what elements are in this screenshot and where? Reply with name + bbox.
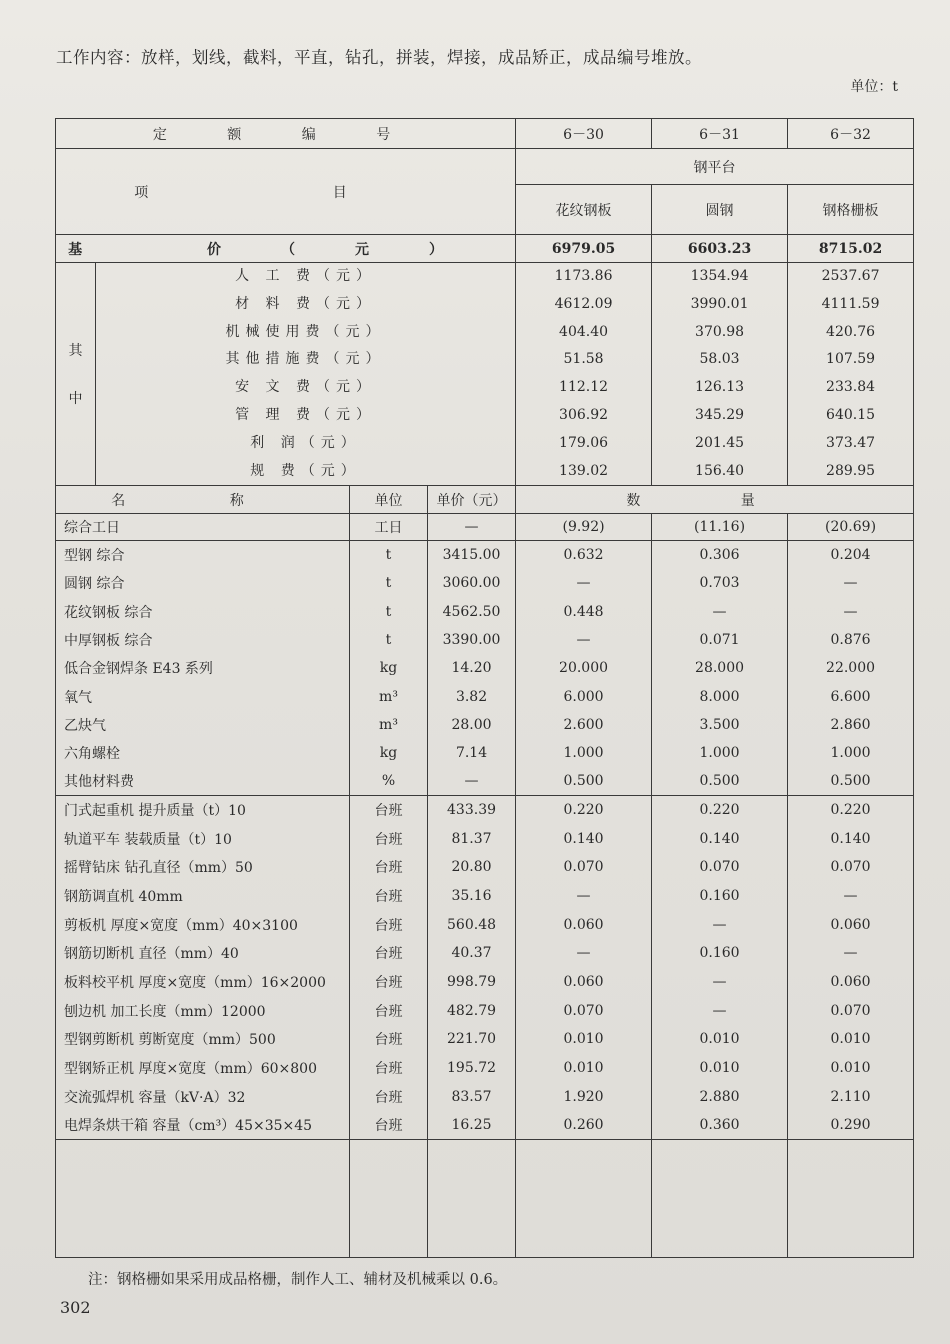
resource-qty-3: 0.876	[788, 626, 914, 654]
machine-row	[56, 1082, 914, 1111]
resource-unit: kg	[350, 654, 428, 682]
resource-qty-3: 0.070	[788, 996, 914, 1025]
resource-unit: 台班	[350, 853, 428, 882]
code-6-32: 6－32	[788, 119, 914, 149]
resource-qty-3: 0.060	[788, 968, 914, 997]
resource-name: 其他材料费	[56, 767, 350, 795]
resource-unit: 台班	[350, 939, 428, 968]
resource-qty-1: 0.010	[516, 1054, 652, 1083]
resource-name: 剪板机 厚度×宽度（mm）40×3100	[56, 910, 350, 939]
resource-qty-1: 6.000	[516, 682, 652, 710]
col-unit-header: 单位	[350, 486, 428, 514]
resource-unit: 台班	[350, 968, 428, 997]
work-content: 工作内容：放样，划线，截料，平直，钻孔，拼装，焊接，成品矫正，成品编号堆放。	[56, 48, 702, 67]
resource-qty-3: 0.204	[788, 541, 914, 569]
col-name-header: 名 称	[56, 486, 350, 514]
code-6-31: 6－31	[652, 119, 788, 149]
labor-qty-2: (11.16)	[652, 514, 788, 541]
labor-qty-1: (9.92)	[516, 514, 652, 541]
resource-qty-2: 0.010	[652, 1054, 788, 1083]
resource-unit-price: 195.72	[428, 1054, 516, 1083]
machines-section	[56, 796, 914, 1140]
unit-label: 单位：t	[850, 79, 898, 95]
resource-name: 氧气	[56, 682, 350, 710]
resource-qty-3: 0.220	[788, 796, 914, 825]
resource-name: 低合金钢焊条 E43 系列	[56, 654, 350, 682]
resource-unit-price: 3415.00	[428, 541, 516, 569]
cost-label: 管 理 费（元）	[235, 406, 376, 423]
material-row	[56, 569, 914, 597]
resource-qty-1: —	[516, 882, 652, 911]
resource-qty-2: 0.500	[652, 767, 788, 795]
resource-qty-2: 1.000	[652, 739, 788, 767]
resource-qty-1: 2.600	[516, 711, 652, 739]
cost-label: 利 润（元）	[250, 434, 361, 451]
resource-unit: t	[350, 541, 428, 569]
resource-qty-3: 0.070	[788, 853, 914, 882]
labor-unit: 工日	[350, 514, 428, 541]
resource-qty-2: 0.140	[652, 824, 788, 853]
resource-unit: 台班	[350, 1111, 428, 1140]
resource-qty-2: —	[652, 910, 788, 939]
resource-name: 花纹钢板 综合	[56, 597, 350, 625]
resource-unit-price: 40.37	[428, 939, 516, 968]
resource-unit: 台班	[350, 1054, 428, 1083]
resource-unit: 台班	[350, 996, 428, 1025]
resource-qty-1: 0.060	[516, 910, 652, 939]
resource-qty-1: 0.140	[516, 824, 652, 853]
cost-label: 安 文 费（元）	[235, 379, 376, 396]
resource-qty-2: —	[652, 968, 788, 997]
resource-qty-2: 0.071	[652, 626, 788, 654]
quota-label: 定 额 编 号	[56, 119, 516, 149]
resource-unit: kg	[350, 739, 428, 767]
resource-unit: %	[350, 767, 428, 795]
machine-row	[56, 996, 914, 1025]
cost-labels	[96, 263, 516, 486]
cost-label: 人 工 费（元）	[235, 268, 376, 284]
resource-qty-1: 0.070	[516, 853, 652, 882]
resource-unit-price: 20.80	[428, 853, 516, 882]
base-price-3: 8715.02	[788, 235, 914, 263]
resource-qty-1: 1.000	[516, 739, 652, 767]
resource-unit-price: 998.79	[428, 968, 516, 997]
material-row	[56, 597, 914, 625]
resource-qty-1: 0.220	[516, 796, 652, 825]
sub-title-2: 圆钢	[652, 185, 788, 235]
among-label: 其 中	[56, 263, 96, 486]
resource-qty-3: 6.600	[788, 682, 914, 710]
machine-row	[56, 1111, 914, 1140]
resource-name: 中厚钢板 综合	[56, 626, 350, 654]
machine-row	[56, 968, 914, 997]
resource-qty-3: 22.000	[788, 654, 914, 682]
base-price-label: 基 价（元）	[56, 235, 516, 263]
resource-qty-2: 0.360	[652, 1111, 788, 1140]
resource-qty-3: —	[788, 597, 914, 625]
resource-qty-1: 0.070	[516, 996, 652, 1025]
resource-qty-3: 2.860	[788, 711, 914, 739]
resource-name: 型钢剪断机 剪断宽度（mm）500	[56, 1025, 350, 1054]
resource-unit-price: 14.20	[428, 654, 516, 682]
resource-qty-1: 20.000	[516, 654, 652, 682]
resource-name: 乙炔气	[56, 711, 350, 739]
cost-values-3: 2537.67 4111.59 420.76 107.59 233.84 640.15 373.47 289.95	[788, 263, 914, 486]
resource-unit-price: 28.00	[428, 711, 516, 739]
resource-unit: t	[350, 626, 428, 654]
resource-qty-1: —	[516, 569, 652, 597]
cost-label: 机械使用费（元）	[225, 323, 386, 340]
resource-unit: 台班	[350, 1082, 428, 1111]
resource-unit-price: 482.79	[428, 996, 516, 1025]
resource-qty-2: 8.000	[652, 682, 788, 710]
cost-label: 其他措施费（元）	[225, 351, 386, 368]
resource-name: 六角螺栓	[56, 739, 350, 767]
col-price-header: 单价（元）	[428, 486, 516, 514]
resource-qty-3: —	[788, 569, 914, 597]
resource-qty-3: 0.140	[788, 824, 914, 853]
labor-price: —	[428, 514, 516, 541]
resource-qty-1: —	[516, 626, 652, 654]
cost-label: 材 料 费（元）	[235, 295, 376, 312]
resource-name: 电焊条烘干箱 容量（cm³）45×35×45	[56, 1111, 350, 1140]
resource-name: 型钢 综合	[56, 541, 350, 569]
material-row	[56, 711, 914, 739]
machine-row	[56, 824, 914, 853]
sub-title-3: 钢格栅板	[788, 185, 914, 235]
resource-qty-2: 0.220	[652, 796, 788, 825]
resource-unit: 台班	[350, 796, 428, 825]
resource-qty-2: 0.070	[652, 853, 788, 882]
item-label: 项 目	[56, 149, 516, 235]
resource-unit-price: 16.25	[428, 1111, 516, 1140]
resource-qty-3: 0.060	[788, 910, 914, 939]
resource-qty-2: 0.306	[652, 541, 788, 569]
resource-qty-2: 0.010	[652, 1025, 788, 1054]
resource-unit-price: 3060.00	[428, 569, 516, 597]
resource-qty-2: 2.880	[652, 1082, 788, 1111]
resource-qty-1: 0.060	[516, 968, 652, 997]
resource-qty-2: 3.500	[652, 711, 788, 739]
resource-qty-1: 0.260	[516, 1111, 652, 1140]
material-row	[56, 682, 914, 710]
col-qty-header: 数 量	[516, 486, 914, 514]
materials-section	[56, 541, 914, 796]
resource-unit: t	[350, 569, 428, 597]
resource-qty-2: 0.703	[652, 569, 788, 597]
resource-unit-price: 221.70	[428, 1025, 516, 1054]
resource-qty-1: 0.448	[516, 597, 652, 625]
quota-table	[55, 118, 914, 1258]
resource-unit: 台班	[350, 910, 428, 939]
resource-unit-price: 3390.00	[428, 626, 516, 654]
code-6-30: 6－30	[516, 119, 652, 149]
machine-row	[56, 1025, 914, 1054]
material-row	[56, 739, 914, 767]
cost-values-1: 1173.86 4612.09 404.40 51.58 112.12 306.92 179.06 139.02	[516, 263, 652, 486]
base-price-2: 6603.23	[652, 235, 788, 263]
resource-qty-3: 0.500	[788, 767, 914, 795]
resource-unit: t	[350, 597, 428, 625]
machine-row	[56, 882, 914, 911]
resource-qty-3: 2.110	[788, 1082, 914, 1111]
page-number: 302	[60, 1298, 91, 1317]
cost-values-2: 1354.94 3990.01 370.98 58.03 126.13 345.29 201.45 156.40	[652, 263, 788, 486]
resource-unit: 台班	[350, 882, 428, 911]
resource-qty-2: 28.000	[652, 654, 788, 682]
resource-qty-1: 0.010	[516, 1025, 652, 1054]
resource-name: 摇臂钻床 钻孔直径（mm）50	[56, 853, 350, 882]
resource-qty-3: 1.000	[788, 739, 914, 767]
resource-unit: 台班	[350, 1025, 428, 1054]
resource-name: 交流弧焊机 容量（kV·A）32	[56, 1082, 350, 1111]
resource-qty-3: 0.290	[788, 1111, 914, 1140]
resource-unit-price: 433.39	[428, 796, 516, 825]
resource-unit: m³	[350, 682, 428, 710]
resource-qty-3: —	[788, 882, 914, 911]
machine-row	[56, 853, 914, 882]
resource-name: 圆钢 综合	[56, 569, 350, 597]
resource-name: 型钢矫正机 厚度×宽度（mm）60×800	[56, 1054, 350, 1083]
resource-qty-3: 0.010	[788, 1054, 914, 1083]
resource-qty-1: 0.500	[516, 767, 652, 795]
material-row	[56, 541, 914, 569]
resource-qty-3: —	[788, 939, 914, 968]
material-row	[56, 654, 914, 682]
resource-unit-price: 560.48	[428, 910, 516, 939]
resource-unit: 台班	[350, 824, 428, 853]
resource-name: 板料校平机 厚度×宽度（mm）16×2000	[56, 968, 350, 997]
resource-unit-price: 83.57	[428, 1082, 516, 1111]
resource-qty-3: 0.010	[788, 1025, 914, 1054]
resource-name: 轨道平车 装载质量（t）10	[56, 824, 350, 853]
resource-unit-price: 35.16	[428, 882, 516, 911]
labor-qty-3: (20.69)	[788, 514, 914, 541]
resource-qty-1: —	[516, 939, 652, 968]
resource-qty-2: 0.160	[652, 939, 788, 968]
resource-name: 门式起重机 提升质量（t）10	[56, 796, 350, 825]
resource-name: 钢筋切断机 直径（mm）40	[56, 939, 350, 968]
machine-row	[56, 939, 914, 968]
resource-qty-2: 0.160	[652, 882, 788, 911]
machine-row	[56, 910, 914, 939]
resource-unit-price: —	[428, 767, 516, 795]
sub-title-1: 花纹钢板	[516, 185, 652, 235]
machine-row	[56, 1054, 914, 1083]
base-price-1: 6979.05	[516, 235, 652, 263]
resource-unit-price: 7.14	[428, 739, 516, 767]
machine-row	[56, 796, 914, 825]
material-row	[56, 767, 914, 795]
resource-qty-2: —	[652, 597, 788, 625]
resource-unit: m³	[350, 711, 428, 739]
group-title: 钢平台	[516, 149, 914, 185]
resource-name: 钢筋调直机 40mm	[56, 882, 350, 911]
resource-unit-price: 3.82	[428, 682, 516, 710]
resource-name: 刨边机 加工长度（mm）12000	[56, 996, 350, 1025]
resource-qty-2: —	[652, 996, 788, 1025]
resource-qty-1: 0.632	[516, 541, 652, 569]
cost-label: 规 费（元）	[250, 462, 361, 479]
labor-name: 综合工日	[56, 514, 350, 541]
resource-unit-price: 81.37	[428, 824, 516, 853]
resource-unit-price: 4562.50	[428, 597, 516, 625]
footnote: 注：钢格栅如果采用成品格栅，制作人工、辅材及机械乘以 0.6。	[88, 1272, 508, 1288]
material-row	[56, 626, 914, 654]
resource-qty-1: 1.920	[516, 1082, 652, 1111]
